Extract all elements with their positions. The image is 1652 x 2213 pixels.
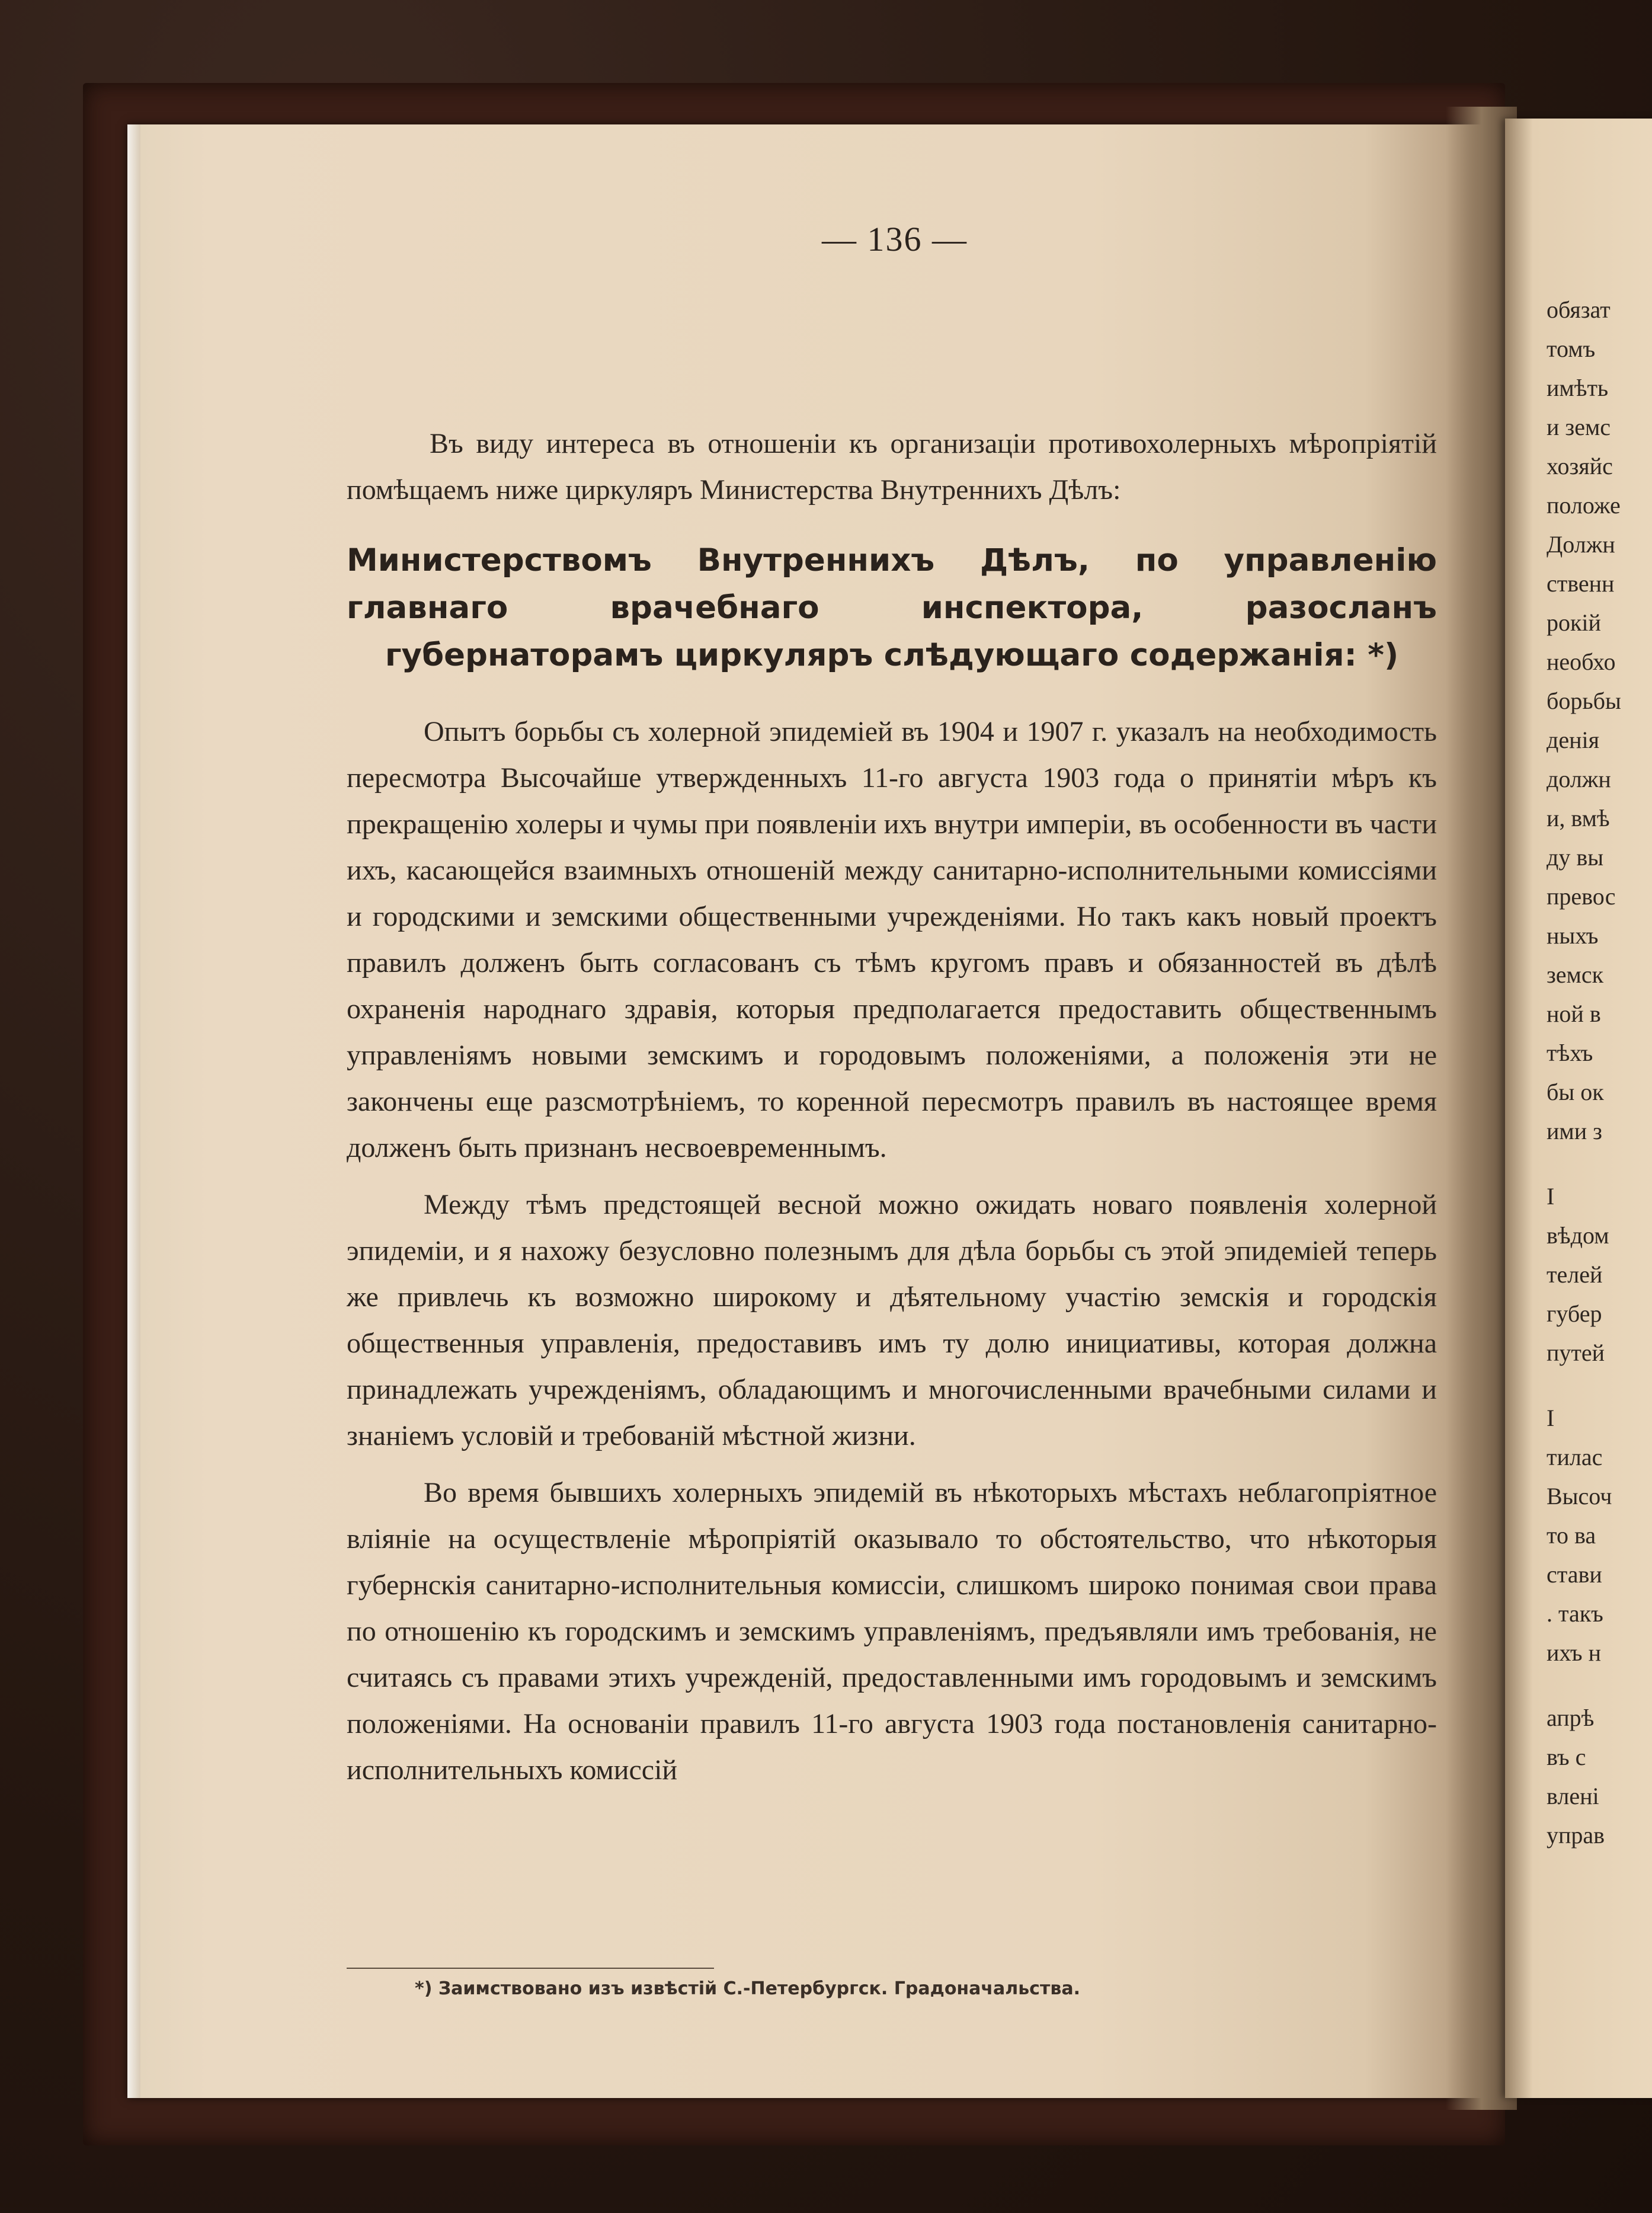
facing-page-line: вѣдом [1547, 1222, 1609, 1249]
facing-page-line: борьбы [1547, 687, 1621, 714]
footnote: *) Заимствовано изъ извѣстiй С.-Петербургск. Градоначальства. [415, 1978, 1080, 1999]
facing-page-line: въ с [1547, 1744, 1586, 1770]
facing-page-line: I [1547, 1405, 1555, 1431]
facing-page-line: обязат [1547, 296, 1611, 323]
facing-page-line: должн [1547, 766, 1611, 792]
facing-page-line: телей [1547, 1261, 1603, 1288]
facing-page-line: тѣхъ [1547, 1040, 1593, 1066]
facing-page-line: положе [1547, 492, 1621, 519]
facing-page-line: Высоч [1547, 1483, 1612, 1510]
paragraph: Опытъ борьбы съ холерной эпидемiей въ 1904 и 1907 г. указалъ на необходимость пересмотра Высочайше утвержденныхъ 11-го августа 1903 года о принятiи мѣръ къ прекращенiю холеры и чумы при появленiи ихъ внутри имперiи, въ особенности въ части ихъ, касающейся взаимныхъ отношенiй между санитарно-исполнительными комиссiями и городскими и земскими общественными учрежденiями. Но такъ какъ новый проектъ правилъ долженъ быть согласованъ съ тѣмъ кругомъ правъ и обязанностей въ дѣлѣ охраненiя народнаго здравiя, которыя предполагается предоставить общественнымъ управленiямъ новыми земскимъ и городовымъ положенiями, а положенiя эти не закончены еще разсмотрѣнiемъ, то коренной пересмотръ правилъ въ настоящее время долженъ быть признанъ несвоевременнымъ. [347, 716, 1437, 1163]
facing-page-line: I [1547, 1183, 1555, 1210]
facing-page-line: имѣть [1547, 375, 1609, 401]
facing-page-line: . такъ [1547, 1600, 1603, 1627]
facing-page-line: необхо [1547, 648, 1616, 675]
facing-page-line [1547, 1672, 1652, 1699]
paragraph: Во время бывшихъ холерныхъ эпидемiй въ нѣкоторыхъ мѣстахъ неблагопрiятное влiянiе на осуществленiе мѣропрiятiй оказывало то обстоятельство, что нѣкоторыя губернскiя санитарно-исполнительныя комиссiи, слишкомъ широко понимая свои права по отношенiю къ городскимъ и земскимъ управленiямъ, предъявляли имъ требованiя, не считаясь съ правами этихъ учрежденiй, предоставленными имъ городовымъ и земскимъ положенiями. На основанiи правилъ 11-го августа 1903 года постановленiя санитарно-исполнительныхъ комиссiй [347, 1477, 1437, 1786]
facing-page-line: губер [1547, 1300, 1602, 1327]
facing-page-line: земск [1547, 961, 1604, 988]
facing-page [1505, 119, 1652, 2098]
facing-page-line: стави [1547, 1561, 1602, 1588]
facing-page-line: рокiй [1547, 609, 1601, 636]
facing-page-line: Должн [1547, 531, 1615, 558]
page-content [347, 421, 1437, 1804]
facing-page-line: ственн [1547, 570, 1615, 597]
facing-page-line: путей [1547, 1339, 1605, 1366]
facing-page-line: ныхъ [1547, 922, 1599, 949]
facing-page-line [1547, 1151, 1652, 1177]
paragraph: Между тѣмъ предстоящей весной можно ожидать новаго появленiя холерной эпидемiи, и я нахожу безусловно полезнымъ для дѣла борьбы съ этой эпидемiей теперь же привлечь къ возможно широкому и дѣятельному участiю земскiя и городскiя общественныя управленiя, предоставивъ имъ ту долю инициативы, которая должна принадлежать учрежденiямъ, обладающимъ и многочисленными врачебными силами и знанiемъ условiй и требованiй мѣстной жизни. [347, 1189, 1437, 1451]
facing-page-line: денiя [1547, 727, 1600, 753]
facing-page-line: и, вмѣ [1547, 805, 1610, 832]
facing-page-line: и земс [1547, 414, 1611, 440]
facing-page-line: управ [1547, 1822, 1605, 1849]
facing-page-line: то ва [1547, 1522, 1596, 1549]
facing-page-line: ими з [1547, 1118, 1602, 1144]
facing-page-line: вленi [1547, 1783, 1599, 1809]
page-edge [127, 124, 140, 2098]
page-number: — 136 — [822, 220, 968, 258]
facing-page-line: апрѣ [1547, 1704, 1595, 1731]
facing-page-line: ихъ н [1547, 1639, 1601, 1666]
footnote-divider [347, 1968, 714, 1969]
facing-page-line: хозяйс [1547, 453, 1613, 479]
facing-page-line: превос [1547, 883, 1616, 910]
facing-page-line: ной в [1547, 1000, 1601, 1027]
facing-page-line: томъ [1547, 335, 1596, 362]
facing-page-line [1547, 1373, 1652, 1399]
facing-page-line: ду вы [1547, 844, 1604, 871]
facing-page-text [1547, 290, 1652, 1855]
circular-heading: Министерствомъ Внутреннихъ Дѣлъ, по управленiю главнаго врачебнаго инспектора, разосланъ губернаторамъ циркуляръ слѣдующаго содержанiя: *) [347, 542, 1437, 673]
facing-page-line: тилас [1547, 1444, 1603, 1470]
facing-page-line: бы ок [1547, 1079, 1604, 1105]
intro-paragraph: Въ виду интереса въ отношенiи къ организацiи противохолерныхъ мѣропрiятiй помѣщаемъ ниже циркуляръ Министерства Внутреннихъ Дѣлъ: [347, 428, 1437, 506]
